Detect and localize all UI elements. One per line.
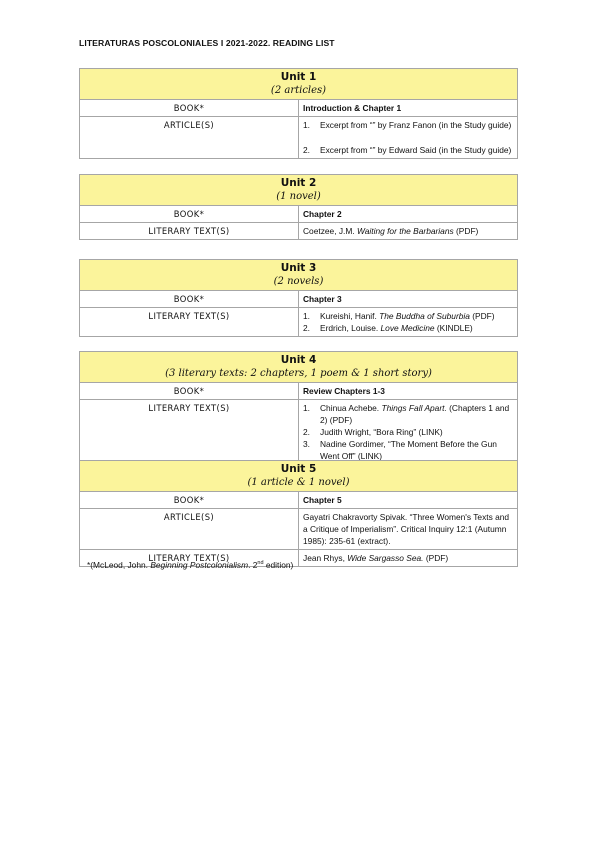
unit-3-header: [80, 260, 518, 291]
unit-5-header: [80, 461, 518, 492]
unit-1-header: [80, 69, 518, 100]
list-item: 2. Erdrich, Louise. Love Medicine (KINDLE): [303, 323, 473, 333]
literary-label: LITERARY TEXT(S): [80, 308, 299, 337]
book-label: BOOK*: [80, 206, 299, 223]
list-item: 2. Judith Wright, “Bora Ring” (LINK): [303, 427, 443, 437]
book-label: BOOK*: [80, 100, 299, 117]
unit-3-book: Chapter 3: [299, 291, 518, 308]
unit-5-subtitle: (1 article & 1 novel): [247, 477, 350, 488]
unit-4-name: Unit 4: [280, 354, 317, 366]
unit-2-book: Chapter 2: [299, 206, 518, 223]
unit-4-literary: [299, 400, 518, 465]
unit-4-book: Review Chapters 1-3: [299, 383, 518, 400]
document-title: LITERATURAS POSCOLONIALES I 2021-2022. READING LIST: [79, 38, 335, 48]
unit-1-table: [79, 68, 518, 159]
unit-3-literary: [299, 308, 518, 337]
unit-3-name: Unit 3: [280, 262, 317, 274]
list-item: 1. Kureishi, Hanif. The Buddha of Suburbia (PDF): [303, 311, 495, 321]
unit-2-header: [80, 175, 518, 206]
unit-5-article: Gayatri Chakravorty Spivak. “Three Women's Texts and a Critique of Imperialism”. Critical Inquiry 12:1 (Autumn 1985): 235-61 (extract).: [299, 509, 518, 550]
unit-1-name: Unit 1: [280, 71, 317, 83]
unit-1-book: Introduction & Chapter 1: [299, 100, 518, 117]
unit-3-table: [79, 259, 518, 337]
list-item: 1. Excerpt from “” by Franz Fanon (in the Study guide): [303, 120, 512, 130]
unit-4-header: [80, 352, 518, 383]
unit-2-table: [79, 174, 518, 240]
footnote: *(McLeod, John. Beginning Postcolonialism. 2nd edition): [87, 560, 294, 570]
unit-3-subtitle: (2 novels): [273, 276, 324, 287]
unit-2-name: Unit 2: [280, 177, 317, 189]
unit-2-literary: Coetzee, J.M. Waiting for the Barbarians (PDF): [299, 223, 518, 240]
literary-label: LITERARY TEXT(S): [80, 223, 299, 240]
unit-1-articles: [299, 117, 518, 159]
list-item: 3. Nadine Gordimer, “The Moment Before the Gun Went Off” (LINK): [303, 439, 497, 461]
unit-5-literary: Jean Rhys, Wide Sargasso Sea. (PDF): [299, 550, 518, 567]
book-label: BOOK*: [80, 291, 299, 308]
unit-4-table: [79, 351, 518, 465]
unit-2-subtitle: (1 novel): [276, 191, 321, 202]
unit-5-name: Unit 5: [280, 463, 317, 475]
book-label: BOOK*: [80, 492, 299, 509]
unit-5-table: [79, 460, 518, 567]
unit-5-book: Chapter 5: [299, 492, 518, 509]
literary-label: LITERARY TEXT(S): [80, 400, 299, 465]
unit-4-subtitle: (3 literary texts: 2 chapters, 1 poem & 1 short story): [165, 368, 432, 379]
article-label: ARTICLE(S): [80, 117, 299, 159]
article-label: ARTICLE(S): [80, 509, 299, 550]
list-item: 1. Chinua Achebe. Things Fall Apart. (Chapters 1 and 2) (PDF): [303, 403, 510, 425]
unit-1-subtitle: (2 articles): [270, 85, 327, 96]
literary-label: LITERARY TEXT(S): [80, 550, 299, 567]
list-item: 2. Excerpt from “” by Edward Said (in the Study guide): [303, 145, 512, 155]
book-label: BOOK*: [80, 383, 299, 400]
